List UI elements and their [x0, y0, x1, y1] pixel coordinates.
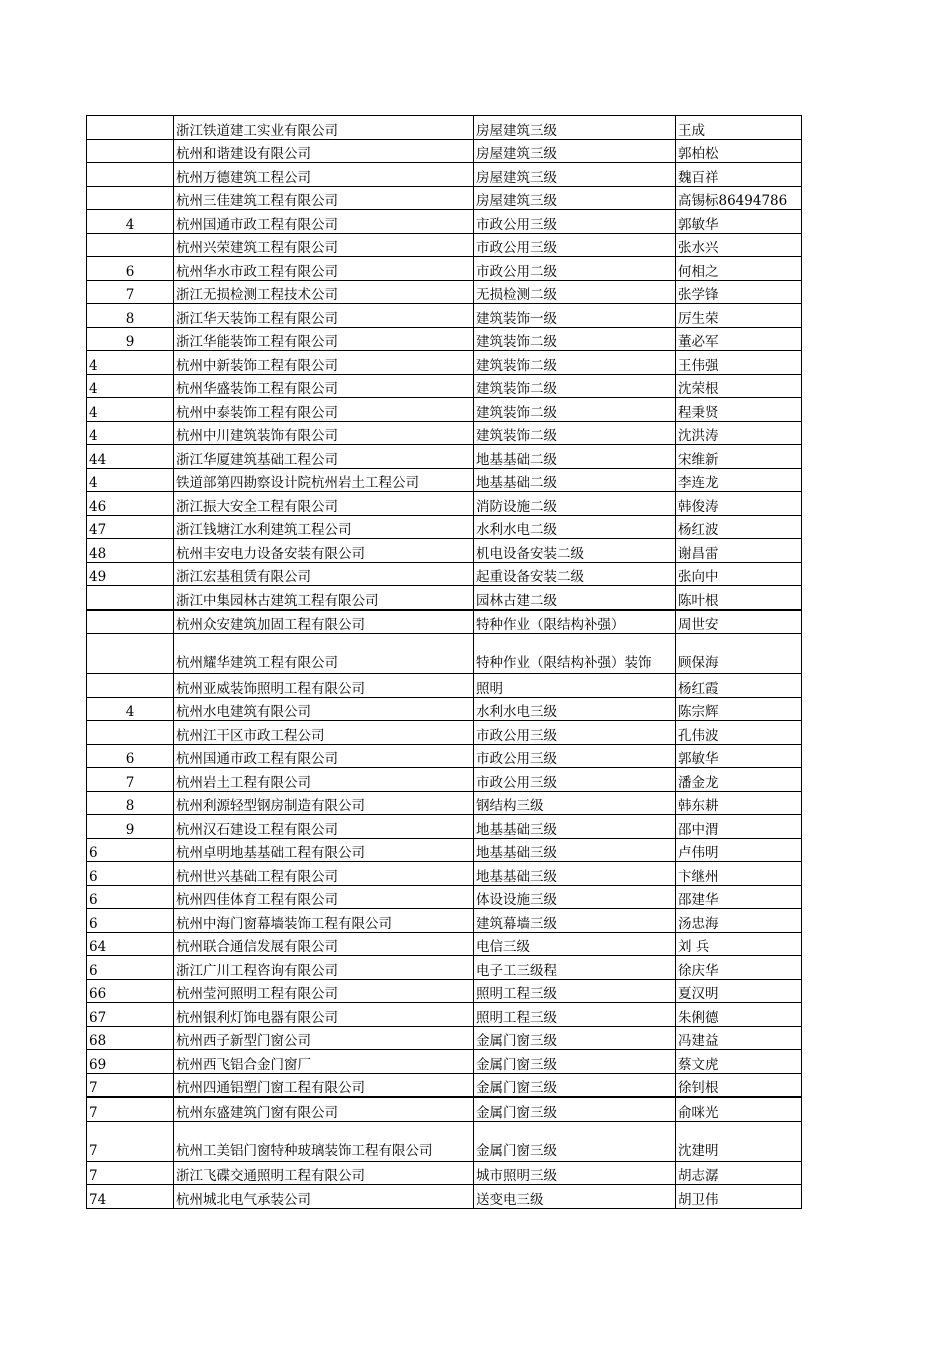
contact-person-cell: 孔伟波 — [676, 721, 802, 745]
contact-person-cell: 夏汉明 — [676, 979, 802, 1003]
contact-person-cell: 徐钊根 — [676, 1073, 802, 1097]
qualification-cell: 金属门窗三级 — [474, 1073, 676, 1097]
table-row — [87, 1026, 802, 1050]
contact-person-cell: 胡志潺 — [676, 1161, 802, 1185]
company-name-cell: 杭州卓明地基基础工程有限公司 — [174, 838, 474, 862]
table-row — [87, 468, 802, 492]
row-number-cell — [87, 186, 174, 210]
contact-person-cell: 王成 — [676, 116, 802, 140]
table-row — [87, 1121, 802, 1161]
qualification-cell: 电子工三级程 — [474, 956, 676, 980]
qualification-cell: 照明工程三级 — [474, 979, 676, 1003]
qualification-cell: 金属门窗三级 — [474, 1121, 676, 1161]
table-row — [87, 768, 802, 792]
row-number-cell: 4 — [87, 468, 174, 492]
qualification-cell: 房屋建筑三级 — [474, 186, 676, 210]
row-number-cell: 44 — [87, 445, 174, 469]
qualification-cell: 机电设备安装二级 — [474, 539, 676, 563]
table-row — [87, 674, 802, 698]
qualification-cell: 市政公用三级 — [474, 744, 676, 768]
table-row — [87, 163, 802, 187]
table-row — [87, 1097, 802, 1121]
row-number-cell: 48 — [87, 539, 174, 563]
qualification-cell: 无损检测二级 — [474, 280, 676, 304]
qualification-cell: 建筑装饰二级 — [474, 374, 676, 398]
table-row — [87, 1185, 802, 1209]
company-name-cell: 杭州丰安电力设备安装有限公司 — [174, 539, 474, 563]
company-name-cell: 浙江广川工程咨询有限公司 — [174, 956, 474, 980]
qualification-cell: 地基基础二级 — [474, 468, 676, 492]
table-row — [87, 562, 802, 586]
contact-person-cell: 汤忠海 — [676, 909, 802, 933]
company-name-cell: 杭州中川建筑装饰有限公司 — [174, 421, 474, 445]
company-name-cell: 杭州世兴基础工程有限公司 — [174, 862, 474, 886]
company-name-cell: 浙江华能装饰工程有限公司 — [174, 327, 474, 351]
table-row — [87, 186, 802, 210]
table-row — [87, 1073, 802, 1097]
qualification-cell: 照明工程三级 — [474, 1003, 676, 1027]
contact-person-cell: 卢伟明 — [676, 838, 802, 862]
qualification-cell: 钢结构三级 — [474, 791, 676, 815]
row-number-cell: 4 — [87, 374, 174, 398]
row-number-cell: 8 — [87, 304, 174, 328]
company-name-cell: 杭州三佳建筑工程有限公司 — [174, 186, 474, 210]
row-number-cell: 7 — [87, 280, 174, 304]
row-number-cell: 4 — [87, 421, 174, 445]
qualification-cell: 起重设备安装二级 — [474, 562, 676, 586]
company-name-cell: 浙江宏基租赁有限公司 — [174, 562, 474, 586]
qualification-cell: 园林古建二级 — [474, 586, 676, 610]
row-number-cell: 6 — [87, 956, 174, 980]
company-name-cell: 杭州江干区市政工程公司 — [174, 721, 474, 745]
row-number-cell: 49 — [87, 562, 174, 586]
contact-person-cell: 杨红霞 — [676, 674, 802, 698]
row-number-cell: 74 — [87, 1185, 174, 1209]
qualification-cell: 建筑装饰二级 — [474, 398, 676, 422]
contact-person-cell: 谢昌雷 — [676, 539, 802, 563]
company-name-cell: 浙江华厦建筑基础工程公司 — [174, 445, 474, 469]
contact-person-cell: 邵建华 — [676, 885, 802, 909]
contact-person-cell: 张向中 — [676, 562, 802, 586]
table-row — [87, 744, 802, 768]
contact-person-cell: 李连龙 — [676, 468, 802, 492]
contact-person-cell: 蔡文虎 — [676, 1050, 802, 1074]
contact-person-cell: 郭敏华 — [676, 210, 802, 234]
table-row — [87, 909, 802, 933]
company-name-cell: 杭州耀华建筑工程有限公司 — [174, 634, 474, 674]
qualification-cell: 特种作业（限结构补强） — [474, 610, 676, 634]
qualification-cell: 照明 — [474, 674, 676, 698]
row-number-cell: 4 — [87, 210, 174, 234]
contact-person-cell: 顾保海 — [676, 634, 802, 674]
table-row — [87, 139, 802, 163]
table-row — [87, 210, 802, 234]
qualification-cell: 体设设施三级 — [474, 885, 676, 909]
contact-person-cell: 韩东耕 — [676, 791, 802, 815]
company-name-cell: 杭州国通市政工程有限公司 — [174, 744, 474, 768]
row-number-cell — [87, 634, 174, 674]
table-row — [87, 610, 802, 634]
contact-person-cell: 刘 兵 — [676, 932, 802, 956]
qualification-cell: 送变电三级 — [474, 1185, 676, 1209]
contact-person-cell: 冯建益 — [676, 1026, 802, 1050]
qualification-cell: 地基基础三级 — [474, 862, 676, 886]
contact-person-cell: 邵中渭 — [676, 815, 802, 839]
contact-person-cell: 张水兴 — [676, 233, 802, 257]
qualification-cell: 金属门窗三级 — [474, 1026, 676, 1050]
company-name-cell: 浙江飞碟交通照明工程有限公司 — [174, 1161, 474, 1185]
contact-person-cell: 韩俊涛 — [676, 492, 802, 516]
contact-person-cell: 沈建明 — [676, 1121, 802, 1161]
row-number-cell: 69 — [87, 1050, 174, 1074]
company-name-cell: 杭州中海门窗幕墙装饰工程有限公司 — [174, 909, 474, 933]
contact-person-cell: 厉生荣 — [676, 304, 802, 328]
qualification-cell: 房屋建筑三级 — [474, 163, 676, 187]
table-row — [87, 932, 802, 956]
row-number-cell: 6 — [87, 257, 174, 281]
table-row — [87, 815, 802, 839]
table-row — [87, 398, 802, 422]
qualification-cell: 房屋建筑三级 — [474, 116, 676, 140]
company-name-cell: 浙江中集园林古建筑工程有限公司 — [174, 586, 474, 610]
contact-person-cell: 魏百祥 — [676, 163, 802, 187]
qualification-cell: 地基基础三级 — [474, 838, 676, 862]
qualification-cell: 市政公用三级 — [474, 721, 676, 745]
contact-person-cell: 程秉贤 — [676, 398, 802, 422]
contact-person-cell: 高锡标86494786 — [676, 186, 802, 210]
table-body — [87, 116, 802, 1209]
table-row — [87, 791, 802, 815]
qualification-cell: 地基基础二级 — [474, 445, 676, 469]
table-row — [87, 1050, 802, 1074]
contact-person-cell: 朱俐德 — [676, 1003, 802, 1027]
table-row — [87, 233, 802, 257]
row-number-cell: 7 — [87, 1121, 174, 1161]
row-number-cell: 7 — [87, 768, 174, 792]
contact-person-cell: 王伟强 — [676, 351, 802, 375]
contact-person-cell: 沈洪涛 — [676, 421, 802, 445]
qualification-cell: 电信三级 — [474, 932, 676, 956]
contact-person-cell: 俞咪光 — [676, 1097, 802, 1121]
qualification-cell: 建筑装饰二级 — [474, 421, 676, 445]
table-row — [87, 634, 802, 674]
qualification-cell: 水利水电三级 — [474, 697, 676, 721]
contact-person-cell: 郭敏华 — [676, 744, 802, 768]
company-name-cell: 杭州西飞铝合金门窗厂 — [174, 1050, 474, 1074]
qualification-cell: 市政公用三级 — [474, 233, 676, 257]
row-number-cell: 7 — [87, 1097, 174, 1121]
table-row — [87, 280, 802, 304]
row-number-cell: 6 — [87, 744, 174, 768]
row-number-cell: 67 — [87, 1003, 174, 1027]
row-number-cell — [87, 163, 174, 187]
qualification-cell: 建筑装饰二级 — [474, 351, 676, 375]
row-number-cell: 6 — [87, 862, 174, 886]
table-row — [87, 351, 802, 375]
contact-person-cell: 杨红波 — [676, 515, 802, 539]
table-row — [87, 374, 802, 398]
qualification-cell: 市政公用二级 — [474, 257, 676, 281]
row-number-cell: 4 — [87, 351, 174, 375]
company-name-cell: 杭州汉石建设工程有限公司 — [174, 815, 474, 839]
contact-person-cell: 潘金龙 — [676, 768, 802, 792]
qualification-cell: 建筑装饰一级 — [474, 304, 676, 328]
row-number-cell — [87, 116, 174, 140]
row-number-cell: 7 — [87, 1161, 174, 1185]
contact-person-cell: 徐庆华 — [676, 956, 802, 980]
table-row — [87, 1003, 802, 1027]
company-name-cell: 杭州利源轻型钢房制造有限公司 — [174, 791, 474, 815]
company-name-cell: 杭州华水市政工程有限公司 — [174, 257, 474, 281]
company-name-cell: 浙江无损检测工程技术公司 — [174, 280, 474, 304]
table-row — [87, 838, 802, 862]
company-name-cell: 杭州工美铝门窗特种玻璃装饰工程有限公司 — [174, 1121, 474, 1161]
row-number-cell: 6 — [87, 909, 174, 933]
row-number-cell — [87, 139, 174, 163]
table-row — [87, 539, 802, 563]
company-name-cell: 杭州华盛装饰工程有限公司 — [174, 374, 474, 398]
table-row — [87, 862, 802, 886]
table-row — [87, 257, 802, 281]
table-row — [87, 515, 802, 539]
company-name-cell: 杭州国通市政工程有限公司 — [174, 210, 474, 234]
company-qualification-table — [86, 115, 802, 1209]
qualification-cell: 市政公用三级 — [474, 210, 676, 234]
company-name-cell: 浙江华天装饰工程有限公司 — [174, 304, 474, 328]
contact-person-cell: 陈叶根 — [676, 586, 802, 610]
contact-person-cell: 董必军 — [676, 327, 802, 351]
company-name-cell: 杭州西子新型门窗公司 — [174, 1026, 474, 1050]
qualification-cell: 金属门窗三级 — [474, 1050, 676, 1074]
table-row — [87, 492, 802, 516]
qualification-cell: 消防设施二级 — [474, 492, 676, 516]
row-number-cell: 6 — [87, 885, 174, 909]
contact-person-cell: 胡卫伟 — [676, 1185, 802, 1209]
qualification-cell: 地基基础三级 — [474, 815, 676, 839]
row-number-cell — [87, 610, 174, 634]
row-number-cell: 9 — [87, 815, 174, 839]
company-name-cell: 杭州中新装饰工程有限公司 — [174, 351, 474, 375]
table-row — [87, 586, 802, 610]
row-number-cell — [87, 674, 174, 698]
company-name-cell: 杭州岩土工程有限公司 — [174, 768, 474, 792]
row-number-cell: 9 — [87, 327, 174, 351]
row-number-cell: 66 — [87, 979, 174, 1003]
row-number-cell: 6 — [87, 838, 174, 862]
row-number-cell — [87, 586, 174, 610]
contact-person-cell: 张学锋 — [676, 280, 802, 304]
table-row — [87, 116, 802, 140]
table-row — [87, 445, 802, 469]
company-name-cell: 杭州联合通信发展有限公司 — [174, 932, 474, 956]
company-name-cell: 浙江振大安全工程有限公司 — [174, 492, 474, 516]
qualification-cell: 特种作业（限结构补强）装饰 — [474, 634, 676, 674]
company-name-cell: 杭州和谐建设有限公司 — [174, 139, 474, 163]
table-row — [87, 721, 802, 745]
contact-person-cell: 沈荣根 — [676, 374, 802, 398]
table-row — [87, 1161, 802, 1185]
contact-person-cell: 周世安 — [676, 610, 802, 634]
contact-person-cell: 郭柏松 — [676, 139, 802, 163]
qualification-cell: 房屋建筑三级 — [474, 139, 676, 163]
company-name-cell: 浙江钱塘江水利建筑工程公司 — [174, 515, 474, 539]
company-name-cell: 铁道部第四勘察设计院杭州岩土工程公司 — [174, 468, 474, 492]
company-name-cell: 浙江铁道建工实业有限公司 — [174, 116, 474, 140]
row-number-cell: 46 — [87, 492, 174, 516]
row-number-cell: 68 — [87, 1026, 174, 1050]
table-row — [87, 956, 802, 980]
table-row — [87, 697, 802, 721]
company-name-cell: 杭州万德建筑工程公司 — [174, 163, 474, 187]
contact-person-cell: 陈宗辉 — [676, 697, 802, 721]
row-number-cell: 4 — [87, 398, 174, 422]
company-name-cell: 杭州兴荣建筑工程有限公司 — [174, 233, 474, 257]
company-name-cell: 杭州四通铝塑门窗工程有限公司 — [174, 1073, 474, 1097]
qualification-cell: 城市照明三级 — [474, 1161, 676, 1185]
company-name-cell: 杭州亚威装饰照明工程有限公司 — [174, 674, 474, 698]
table-row — [87, 304, 802, 328]
company-name-cell: 杭州莹河照明工程有限公司 — [174, 979, 474, 1003]
qualification-cell: 建筑幕墙三级 — [474, 909, 676, 933]
contact-person-cell: 宋维新 — [676, 445, 802, 469]
row-number-cell: 7 — [87, 1073, 174, 1097]
row-number-cell — [87, 233, 174, 257]
company-name-cell: 杭州水电建筑有限公司 — [174, 697, 474, 721]
table-row — [87, 885, 802, 909]
table-row — [87, 979, 802, 1003]
qualification-cell: 金属门窗三级 — [474, 1097, 676, 1121]
qualification-cell: 建筑装饰二级 — [474, 327, 676, 351]
row-number-cell: 8 — [87, 791, 174, 815]
qualification-cell: 市政公用三级 — [474, 768, 676, 792]
contact-person-cell: 卞继州 — [676, 862, 802, 886]
company-name-cell: 杭州东盛建筑门窗有限公司 — [174, 1097, 474, 1121]
contact-person-cell: 何相之 — [676, 257, 802, 281]
company-name-cell: 杭州四佳体育工程有限公司 — [174, 885, 474, 909]
company-name-cell: 杭州城北电气承装公司 — [174, 1185, 474, 1209]
company-name-cell: 杭州中泰装饰工程有限公司 — [174, 398, 474, 422]
table-row — [87, 421, 802, 445]
row-number-cell: 47 — [87, 515, 174, 539]
row-number-cell: 64 — [87, 932, 174, 956]
company-name-cell: 杭州银利灯饰电器有限公司 — [174, 1003, 474, 1027]
qualification-cell: 水利水电二级 — [474, 515, 676, 539]
row-number-cell — [87, 721, 174, 745]
row-number-cell: 4 — [87, 697, 174, 721]
company-name-cell: 杭州众安建筑加固工程有限公司 — [174, 610, 474, 634]
table-row — [87, 327, 802, 351]
